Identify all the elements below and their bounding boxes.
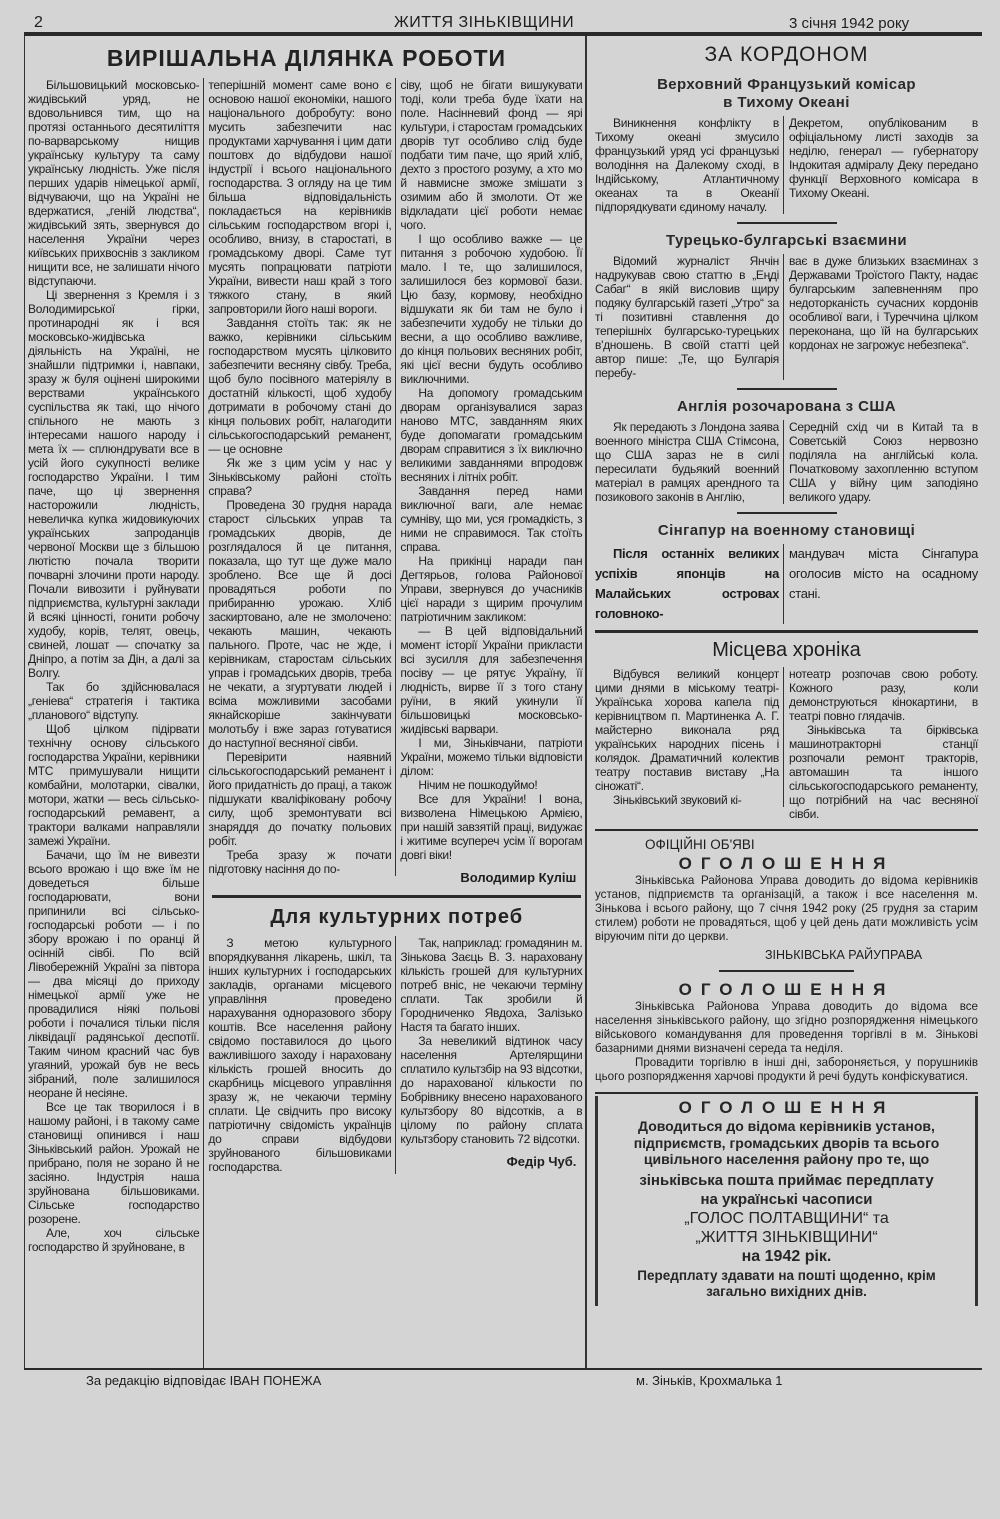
- page-body: [24, 36, 982, 1368]
- footer: [24, 1368, 982, 1388]
- notice3-line: зіньківська пошта приймає передплату: [639, 1171, 934, 1189]
- notice1-title: ОГОЛОШЕННЯ: [678, 854, 895, 873]
- notice2-title: ОГОЛОШЕННЯ: [678, 980, 895, 999]
- paragraph: нотеатр розпочав свою роботу. Кожного разу, коли демонструються кінокартини, в театрі повно глядачів.: [789, 667, 978, 723]
- notice1-body: [595, 874, 978, 944]
- paragraph: Виникнення конфлікту в Тихому океані змусило французький уряд усі французькі володіння на Далекому сході, в Індійському, Атлантичному океанах та в Океанії підпорядкувати єдиному началу.: [595, 116, 779, 214]
- notice3-line: Доводиться до відома керівників установ, підприємств, громадських дворів та всього цивільного населення району про те, що: [633, 1118, 940, 1167]
- culture-article-title: Для культурних потреб: [270, 906, 524, 928]
- paragraph: З метою культурного впорядкування лікарень, шкіл, та інших культурних і господарських закладів, органами місцевого управління проведено нарахування одноразового збору коштів. Все населення району свідомо поставилося до цього важливішого заходу і нараховану кількість грошей вносить до скарбниць місцевого управління зразу ж, не чекаючи терміну сплати. Це свідчить про високу патріотичну свідомість українців до справи відбудови зруйнованого більшовиками господарства.: [208, 936, 392, 1174]
- paragraph: теперішній момент саме воно є основою нашої економіки, нашого національного добробуту: воно мусить забезпечити нас продуктами харчування і цим дати поштовх до відбудови нашої індустрії і всього національного господарства. З огляду на це тим більша відповідальність покладається на керівників сільським господарством вгорі і, особливо, внизу, в старостаті, в громадському дворі. Саме тут мусять попрацювати патріоти України, вивести наш край з того тяжкого стану, в який запровторили його наші вороги.: [208, 78, 392, 316]
- paragraph: Так, наприклад: громадянин м. Зінькова Заєць В. З. нараховану кількість грошей для культурних потреб вніс, не чекаючи терміну сплати. Так зробили й Городниченко Явдоха, Залізько Настя та багато інших.: [400, 936, 583, 1034]
- culture-col-b: [400, 936, 582, 1146]
- paragraph: Декретом, опублікованим в офіціальному листі заходів за неділю, генерал — губернатору Індокитая адміралу Деку передано функції Верховного комісара в Тихому Океані.: [789, 116, 978, 200]
- local-chronicle: [595, 667, 978, 821]
- main-and-culture-wrapper: [204, 78, 585, 1174]
- paragraph: Перевірити наявний сільськогосподарський реманент і його придатність до праці, а також підшукати кваліфіковану робочу силу, щоб зремонтувати всі знаряддя до початку польових робіт.: [208, 750, 392, 848]
- paragraph: І що особливо важке — це питання з робочою худобою. Її мало. І те, що залишилося, залишилося без кормової бази. Цю базу, кормову, необхідно відшукати як би там не було і забезпечити худобу не тільки до весни, а що особливо важливе, до кінця польових весняних робіт, які цієї весни будуть особливо виключними.: [400, 232, 583, 386]
- main-article-columns: [28, 78, 585, 1368]
- notice1-signature: ЗІНЬКІВСЬКА РАЙУПРАВА: [765, 948, 923, 962]
- culture-article-author: Федір Чуб.: [506, 1154, 577, 1169]
- right-section: [587, 36, 982, 1368]
- notice-text: Провадити торгівлю в інші дні, забороняється, у порушників цього розпорядження харчові продукти й речі будуть конфіскуватися.: [595, 1056, 978, 1083]
- main-article-col3-wrap: [396, 78, 582, 885]
- main-article-cols-2-3: [208, 78, 585, 885]
- abroad-article4-left: [595, 544, 784, 624]
- notice3-line: на українські часописи: [700, 1190, 873, 1208]
- section-rule: [595, 829, 978, 831]
- notice2-body: [595, 1000, 978, 1084]
- paragraph: Зіньківська та бірківська машинотракторні станції розпочали ремонт тракторів, автомашин та іншого сільськогосподарського реманенту, що потрібний на час весняної сівби.: [789, 723, 978, 821]
- local-col-right: [784, 667, 978, 821]
- paragraph: Завдання перед нами виключної ваги, але немає сумніву, що ми, уся громадкість, з ними не справимося. Так стоїть справа.: [400, 484, 583, 554]
- paragraph: мандувач міста Сінгапура оголосив місто на осадному стані.: [789, 546, 978, 601]
- masthead: [24, 10, 982, 36]
- page-number: 2: [34, 14, 43, 31]
- abroad-article4: [595, 544, 978, 624]
- paragraph: Все це так творилося і в нашому районі, і в такому саме становищі опинився і наш Зіньківський район. Урожай не прибрано, поля не зорано й не засіяно. Індустрія наша зруйнована більшовиками. Сільське господарство розорене.: [28, 1100, 200, 1226]
- paragraph: ває в дуже близьких взаєминах з Державами Троїстого Пакту, надає булгарським запевненням про недоторканість сучасних кордонів особливої ваги, і Туреччина цілком переконана, що їй на булгарських кордонах не загрожує небезпека“.: [789, 254, 978, 352]
- abroad-article3-title: Англія розочарована з США: [676, 398, 897, 415]
- divider: [212, 895, 581, 898]
- footer-editor: За редакцію відповідає ІВАН ПОНЕЖА: [86, 1373, 322, 1388]
- divider: [595, 1092, 978, 1094]
- divider: [737, 222, 837, 224]
- abroad-article4-title: Сінгапур на военному становищі: [657, 522, 916, 539]
- paragraph: Зіньківський звуковий кі-: [613, 793, 742, 807]
- paragraph: Більшовицький московсько-жидівський уряд, не вдовольнився тим, що на протязі останнього десятиліття по-варварському нищив українську культуру та саму українську людність. Уже після перших ударів німецької армії, відчуваючи, що на Україні не вдержатися, „геній людства“, жидівський зять, звернувся до населення України через київських прихвоснів з закликом нищити все, не залишати нічого відступаючи.: [28, 78, 200, 288]
- issue-date: 3 січня 1942 року: [789, 15, 910, 32]
- paragraph: Але, хоч сільське господарство й зруйноване, в: [28, 1226, 200, 1254]
- notice3-line: „ГОЛОС ПОЛТАВЩИНИ“ та: [684, 1209, 889, 1227]
- notice3-title: ОГОЛОШЕННЯ: [678, 1098, 895, 1117]
- local-col-left: [595, 667, 784, 807]
- divider: [737, 388, 837, 390]
- paragraph: На прикінці наради пан Дегтярьов, голова Районової Управи, звернувся до учасників цієї наради з щирим прочулим патріотичним закликом:: [400, 554, 583, 624]
- abroad-article3: [595, 420, 978, 504]
- paragraph: Бачачи, що їм не вивезти всього врожаю і що вже їм не доведеться більше господарювати, вони припинили всі сільсько-господарські роботи — і по збору врожаю і по оранці й осінній сівбі. По всій Лівобережній Україні за півтора — два місяці до приходу німецької армії уже не провадилися ніякі польові роботи і почалися тільки після ліквідації радянської деспотії. Таким чином красний час був угаяний, урожай був не весь зібраний, поле залишилося неоране й несіяне.: [28, 848, 200, 1100]
- paragraph: Середній схід чи в Китай та в Советській Союз нервозно поділяла на англійські кола. Початковому захопленню вступом США у війну цим заподіяно великого удару.: [789, 420, 978, 504]
- paragraph: Треба зразу ж почати підготовку насіння до по-: [208, 848, 392, 876]
- paragraph: — В цей відповідальний момент історії України прикласти всі зусилля для забезпечення посіву — це рятує Україну, її людність, вирве її з того стану руїни, в який укинули її більшовицькі московсько-жидівські варвари.: [400, 624, 583, 736]
- abroad-article2-left: [595, 254, 784, 380]
- section-rule: [595, 630, 978, 633]
- title-line: в Тихому Океані: [723, 94, 850, 111]
- newspaper-title: ЖИТТЯ ЗІНЬКІВЩИНИ: [394, 14, 575, 31]
- notice3-line: Передплату здавати на пошті щоденно, крім загально вихідних днів.: [637, 1267, 936, 1299]
- main-article-author: Володимир Куліш: [460, 870, 577, 885]
- footer-address: м. Зіньків, Крохмалька 1: [636, 1373, 783, 1388]
- abroad-article1-title: [595, 76, 978, 112]
- main-article-title: ВИРІШАЛЬНА ДІЛЯНКА РОБОТИ: [106, 45, 507, 71]
- culture-article-columns: [208, 936, 585, 1174]
- main-article-col2: [208, 78, 396, 876]
- paragraph: На допомогу громадським дворам організувалися зараз наново МТС, завданням яких буде допомагати громадським дворам справитися з їх виключно великими завданнями впродовж весняних і літніх робіт.: [400, 386, 583, 484]
- notice3-line: на 1942 рік.: [741, 1247, 832, 1265]
- left-section: [24, 36, 587, 1368]
- paragraph: Відомий журналіст Янчін надрукував свою статтю в „Еңді Сабаг“ в якій висловив щиру подяку булгарській газеті „Утро“ за ті позитивні ставлення до теперішніх булгарсько-турецьких в'дношень. В своїй статті цей автор пише: „Те, що Булгарія перебу-: [595, 254, 779, 380]
- abroad-article1: [595, 116, 978, 214]
- abroad-article2: [595, 254, 978, 380]
- divider: [719, 970, 854, 972]
- paragraph: Після останніх великих успіхів японців на Малайських островах головноко-: [595, 546, 779, 621]
- notice3-line: „ЖИТТЯ ЗІНЬКІВЩИНИ“: [695, 1228, 878, 1246]
- paragraph: Все для України! І вона, визволена Німецькою Армією, при нашій завзятій праці, видужає і житиме всупереч усім її ворогам довгі віки!: [400, 792, 583, 862]
- main-article-col3: [400, 78, 582, 862]
- title-line: Верховний Французький комісар: [657, 76, 916, 93]
- paragraph: Нічим не пошкодуймо!: [418, 778, 538, 792]
- local-section-title: Місцева хроніка: [712, 639, 861, 661]
- paragraph: За невеликий відтинок часу населення Артелярщини сплатило культзбір на 93 відсотки, до нарахованої кількости по Бобрівнику внесено нарахованого культзбору 80 відсотків, а в цілому по району сплата культзбору становить 72 відсотки.: [400, 1034, 583, 1146]
- abroad-article3-left: [595, 420, 784, 504]
- abroad-section-title: ЗА КОРДОНОМ: [704, 43, 869, 66]
- subscription-notice-box: [595, 1096, 978, 1306]
- paragraph: Відбувся великий концерт цими днями в міському театрі-Українська хорова капела під керівництвом п. Мартиненка А. Г. майстерно виконала ряд українських народних пісень і колядок. Драматичний колектив театру поставив виставу „На сіножаті“.: [595, 667, 779, 793]
- notices-section-title: ОФІЦІЙНІ ОБ'ЯВІ: [645, 837, 755, 852]
- paragraph: Як же з цим усім у нас у Зіньківському районі стоїть справа?: [208, 456, 392, 498]
- divider: [737, 512, 837, 514]
- paragraph: Щоб цілком підірвати технічну основу сільського господарства України, керівники МТС примушували нищити комбайни, молотарки, сівалки, мотори, жатки — весь сільсько-господарський ремавент, а трактори валками направляли замежі України.: [28, 722, 200, 848]
- paragraph: сіву, щоб не бігати вишукувати тоді, коли треба буде їхати на поле. Насінневий фонд — ярі культури, і старостам громадських дворів тут особливо слід буде подбати тим паче, що ярий хліб, дехто з простого розуму, а хто мо й навмисне зможе змішати з озимим або й змолоти. От же відкладати цієї роботи немає чого.: [400, 78, 583, 232]
- abroad-article4-right: [784, 544, 978, 604]
- paragraph: Так бо здійснювалася „геніева“ стратегія і тактика „планового“ відступу.: [28, 680, 200, 722]
- abroad-article3-right: [784, 420, 978, 504]
- culture-col-a: [208, 936, 396, 1174]
- notice-text: Зіньківська Районова Управа доводить до відома керівників установ, підприємств та організацій, а також і все населення м. Зінькова і всього району, що 7 січня 1942 року (25 грудня за старим стилем) роботи не провадяться, щоб у цей день дати можливість усім віруючим піти до церкви.: [595, 874, 978, 943]
- culture-col-b-wrap: [396, 936, 582, 1169]
- paragraph: Як передають з Лондона заява военного міністра США Стімсона, що США зараз не в силі пересилати будьякий военний матеріал в рамцях арендного та позикового законів в Англію,: [595, 420, 779, 504]
- paragraph: Завдання стоїть так: як не важко, керівники сільським господарством мусять цілковито забезпечити весняну сівбу. Треба, щоб було посівного матеріялу в достатній кількості, щоб худобу дотримати в робочому стані до кінця польових робіт, налагодити сільськогосподарський реманент, — це основне: [208, 316, 392, 456]
- abroad-article1-left: [595, 116, 784, 214]
- abroad-article2-title: Турецько-булгарські взаємини: [666, 232, 907, 249]
- notice-text: Зіньківська Районова Управа доводить до відома все населення зіньківського району, що згідно розпорядження німецького військового командування для проведення торгівлі в м. Зінькові базарними днями визначені середа та неділя.: [595, 1000, 978, 1055]
- paragraph: Проведена 30 грудня нарада старост сільських управ та громадських дворів, де розглядалося й це питання, показала, що тут ще дуже мало зроблено. Все ще й досі провадяться роботи по прибиранню урожаю. Хліб заскиртовано, але не змолочено: чекають машин, чекають пального. Проте, час не жде, і керівникам, старостам сільських управ і громадських дворів, треба не чекати, а згуртувати людей і всіма можливими засобами якнайскоріше закінчувати молотьбу і вже зараз готуватися до наступної весняної сівби.: [208, 498, 392, 750]
- paragraph: Ці звернення з Кремля і з Володимирської гірки, протинародні як і вся московсько-жидівська діяльність на Україні, не знайшли підтримки і, навпаки, зразу ж буля оцінені широкими верствами українського суспільства як такі, що нічого спільного не мають з інтересами нашого народу і мета їх — сплюндрувати все в усій його сукупності велике господарство України. І тим паче, що ці звернення насторожили людність, невеличка купка жидовикуючих українських запроданців червоної Москви ще з більшою лютістю почала творити почварні злочини проти народу. Почали вивозити і руйнувати підприємства, культурні заклади й всякі цінності, гонити робочу худобу, корів, телят, овець, свиней, лошат — спочатку за Дніпро, а потім за Дін, а далі за Волгу.: [28, 288, 200, 680]
- abroad-article2-right: [784, 254, 978, 352]
- paragraph: І ми, Зіньківчани, патріоти України, можемо тільки відповісти ділом:: [400, 736, 583, 778]
- main-article-col1: [28, 78, 204, 1368]
- abroad-article1-right: [784, 116, 978, 200]
